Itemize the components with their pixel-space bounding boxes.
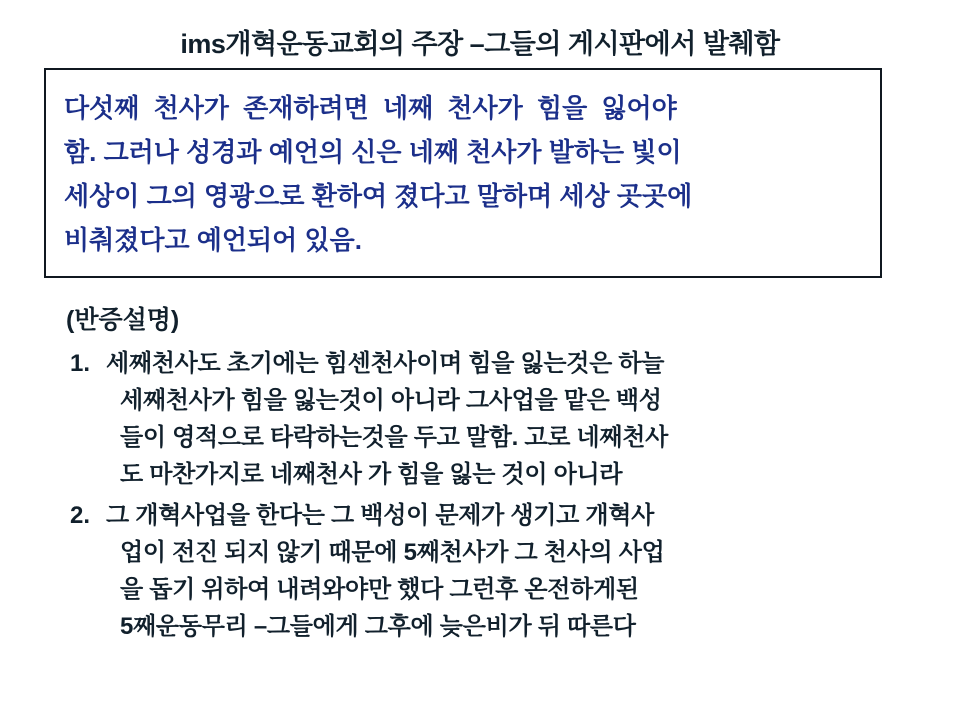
quote-line: 다섯째 천사가 존재하려면 네째 천사가 힘을 잃어야 [64, 93, 677, 123]
quote-box [44, 68, 882, 278]
quote-line: 비춰졌다고 예언되어 있음. [64, 225, 362, 255]
list-item [66, 345, 946, 493]
list-item [66, 497, 946, 645]
list-item-body [106, 497, 946, 645]
list-item-line: 도 마찬가지로 네째천사 가 힘을 잃는 것이 아니라 [120, 461, 623, 488]
list-item-line: 세째천사도 초기에는 힘센천사이며 힘을 잃는것은 하늘 [106, 350, 665, 377]
list-item-body [106, 345, 946, 493]
list-item-number: 1. [70, 350, 91, 377]
list-item-line: 들이 영적으로 타락하는것을 두고 말함. 고로 네째천사 [120, 424, 669, 451]
list-item-line: 업이 전진 되지 않기 때문에 5째천사가 그 천사의 사업 [120, 539, 665, 566]
quote-line: 세상이 그의 영광으로 환하여 졌다고 말하며 세상 곳곳에 [64, 181, 693, 211]
proof-section-label: (반증설명) [66, 306, 180, 334]
quote-line: 함. 그러나 성경과 예언의 신은 네째 천사가 발하는 빛이 [64, 137, 682, 167]
list-item-line: 세째천사가 힘을 잃는것이 아니라 그사업을 맡은 백성 [120, 387, 662, 414]
proof-list [66, 345, 946, 649]
list-item-line: 을 돕기 위하여 내려와야만 했다 그런후 온전하게된 [120, 576, 639, 603]
list-item-line: 5째운동무리 –그들에게 그후에 늦은비가 뒤 따른다 [120, 613, 636, 640]
list-item-number: 2. [70, 502, 91, 529]
list-item-line: 그 개혁사업을 한다는 그 백성이 문제가 생기고 개혁사 [106, 502, 655, 529]
page-title: ims개혁운동교회의 주장 –그들의 게시판에서 발췌함 [180, 29, 780, 59]
